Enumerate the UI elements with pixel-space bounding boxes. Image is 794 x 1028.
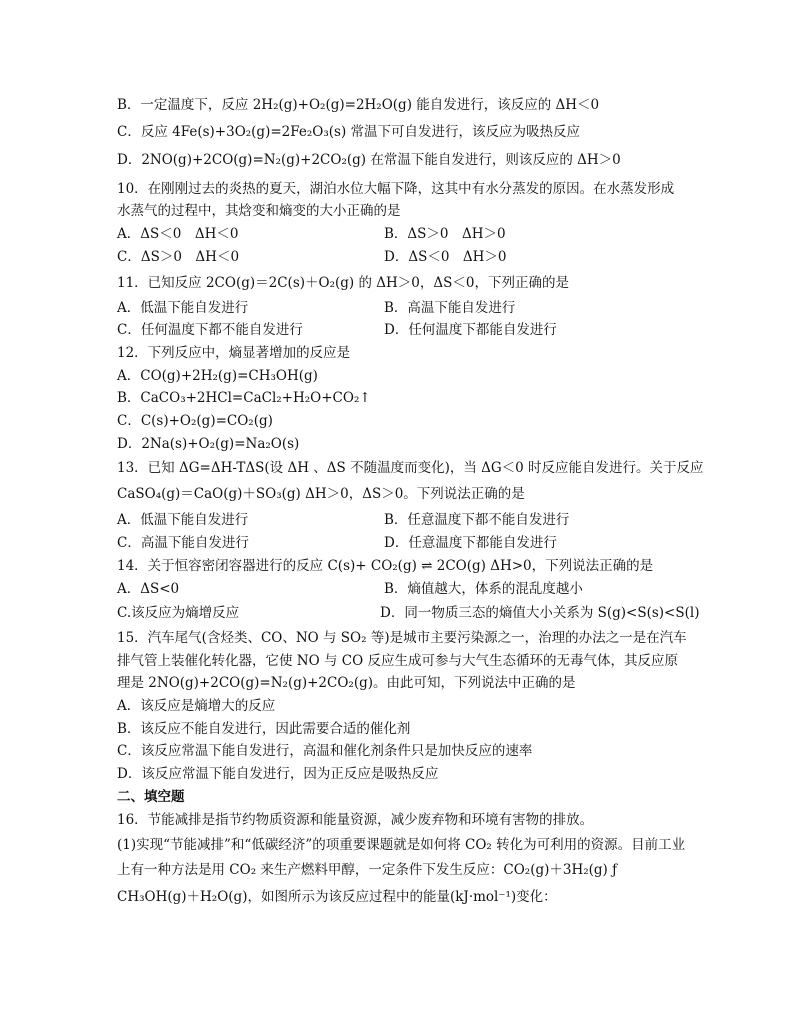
option-c-q13: C．高温下能自发进行 [117, 535, 249, 551]
question-16-part1-cont2: CH₃OH(g)＋H₂O(g)，如图所示为该反应过程中的能量(kJ·mol⁻¹)变化： [117, 889, 557, 905]
question-12-stem: 12．下列反应中，熵显著增加的反应是 [117, 345, 351, 361]
option-a-q11: A．低温下能自发进行 [117, 300, 249, 316]
question-11-stem: 11．已知反应 2CO(g)＝2C(s)＋O₂(g) 的 ΔH＞0，ΔS＜0，下列正确的是 [117, 275, 569, 291]
option-a-q15: A．该反应是熵增大的反应 [117, 698, 276, 714]
option-d-q11: D．任何温度下都能自发进行 [384, 322, 557, 338]
option-d-q12: D．2Na(s)+O₂(g)=Na₂O(s) [117, 436, 300, 452]
question-14-stem: 14．关于恒容密闭容器进行的反应 C(s)+ CO₂(g) ⇌ 2CO(g) ΔH>0，下列说法正确的是 [117, 558, 654, 574]
option-d-q15: D．该反应常温下能自发进行，因为正反应是吸热反应 [117, 766, 439, 782]
question-16-stem: 16．节能减排是指节约物质资源和能量资源，减少废弃物和环境有害物的排放。 [117, 812, 594, 828]
question-10-stem: 10．在刚刚过去的炎热的夏天，湖泊水位大幅下降，这其中有水分蒸发的原因。在水蒸发形成 [117, 181, 675, 197]
question-13-stem-cont: CaSO₄(g)＝CaO(g)＋SO₃(g) ΔH＞0，ΔS＞0。下列说法正确的是 [117, 486, 525, 502]
option-c-q12: C．C(s)+O₂(g)=CO₂(g) [117, 413, 273, 429]
option-c-q10: C．ΔS＞0 ΔH＜0 [117, 249, 240, 265]
question-13-stem: 13．已知 ΔG=ΔH-TΔS(设 ΔH 、ΔS 不随温度而变化)，当 ΔG＜0 时反应能自发进行。关于反应 [117, 460, 704, 476]
option-b-q14: B．熵值越大，体系的混乱度越小 [384, 581, 583, 597]
question-15-stem-cont2: 理是 2NO(g)+2CO(g)=N₂(g)+2CO₂(g)。由此可知，下列说法中正确的是 [117, 675, 576, 691]
option-d-q10: D．ΔS＜0 ΔH＞0 [384, 249, 507, 265]
question-15-stem-cont1: 排气管上装催化转化器，它使 NO 与 CO 反应生成可参与大气生态循环的无毒气体，其反应原 [117, 653, 678, 669]
option-d-q9: D．2NO(g)+2CO(g)=N₂(g)+2CO₂(g) 在常温下能自发进行，则该反应的 ΔH＞0 [117, 152, 621, 168]
option-d-q14: D．同一物质三态的熵值大小关系为 S(g)<S(s)<S(l) [380, 605, 700, 621]
option-d-q13: D．任意温度下都能自发进行 [384, 535, 557, 551]
question-16-part1-cont: 上有一种方法是用 CO₂ 来生产燃料甲醇，一定条件下发生反应：CO₂(g)＋3H₂(g) ƒ [117, 862, 618, 878]
question-15-stem: 15．汽车尾气(含烃类、CO、NO 与 SO₂ 等)是城市主要污染源之一，治理的办法之一是在汽车 [117, 630, 687, 646]
option-a-q10: A．ΔS＜0 ΔH＜0 [117, 226, 239, 242]
question-10-stem-cont: 水蒸气的过程中，其焓变和熵变的大小正确的是 [117, 203, 401, 219]
option-c-q15: C．该反应常温下能自发进行，高温和催化剂条件只是加快反应的速率 [117, 743, 533, 759]
option-b-q15: B．该反应不能自发进行，因此需要合适的催化剂 [117, 721, 411, 737]
option-b-q13: B．任意温度下都不能自发进行 [384, 512, 570, 528]
option-b-q11: B．高温下能自发进行 [384, 300, 516, 316]
option-b-q10: B．ΔS＞0 ΔH＞0 [384, 226, 506, 242]
option-b-q9: B．一定温度下，反应 2H₂(g)+O₂(g)=2H₂O(g) 能自发进行，该反应的 ΔH＜0 [117, 97, 600, 113]
option-a-q12: A．CO(g)+2H₂(g)=CH₃OH(g) [117, 368, 318, 384]
section-heading-fill-in: 二、填空题 [117, 789, 185, 805]
option-c-q14: C.该反应为熵增反应 [117, 605, 240, 621]
option-b-q12: B．CaCO₃+2HCl=CaCl₂+H₂O+CO₂↑ [117, 390, 371, 406]
option-c-q11: C．任何温度下都不能自发进行 [117, 322, 303, 338]
option-a-q14: A．ΔS<0 [117, 581, 180, 597]
question-16-part1: (1)实现“节能减排”和“低碳经济”的项重要课题就是如何将 CO₂ 转化为可利用的资源。目前工业 [117, 837, 686, 853]
option-a-q13: A．低温下能自发进行 [117, 512, 249, 528]
option-c-q9: C．反应 4Fe(s)+3O₂(g)=2Fe₂O₃(s) 常温下可自发进行，该反应为吸热反应 [117, 124, 581, 140]
